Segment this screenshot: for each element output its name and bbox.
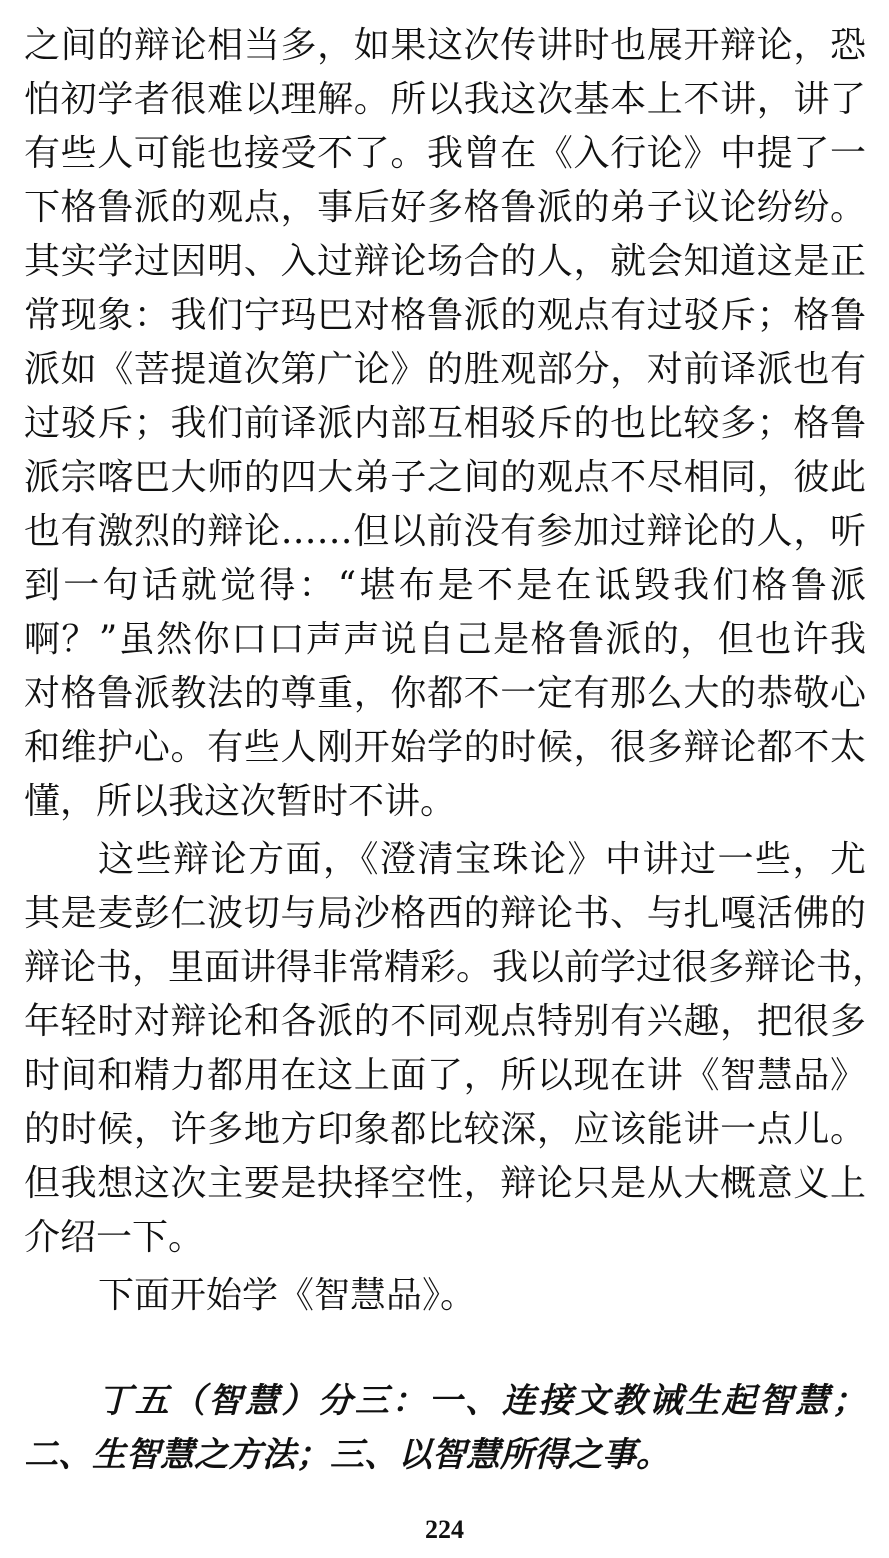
paragraph-1-line-3: 有些人可能也接受不了。我曾在《入行论》中提了一 — [24, 133, 866, 174]
paragraph-2-line-4: 年轻时对辩论和各派的不同观点特别有兴趣，把很多 — [24, 1001, 866, 1042]
page-number: 224 — [425, 1515, 464, 1544]
paragraph-1-line-14: 和维护心。有些人刚开始学的时候，很多辩论都不太 — [24, 727, 866, 768]
paragraph-2-line-3: 辩论书，里面讲得非常精彩。我以前学过很多辩论书， — [24, 947, 889, 988]
paragraph-1-line-10: 也有激烈的辩论……但以前没有参加过辩论的人，听 — [24, 511, 866, 552]
paragraph-1-line-13: 对格鲁派教法的尊重，你都不一定有那么大的恭敬心 — [24, 673, 866, 714]
paragraph-1-line-5: 其实学过因明、入过辩论场合的人，就会知道这是正 — [24, 241, 866, 282]
paragraph-1-line-6: 常现象：我们宁玛巴对格鲁派的观点有过驳斥；格鲁 — [24, 295, 866, 336]
paragraph-2-line-1: 这些辩论方面，《澄清宝珠论》中讲过一些，尤 — [98, 839, 866, 880]
paragraph-2-line-5: 时间和精力都用在这上面了，所以现在讲《智慧品》 — [24, 1055, 866, 1096]
paragraph-2-line-6: 的时候，许多地方印象都比较深，应该能讲一点儿。 — [24, 1109, 866, 1150]
paragraph-1-line-2: 怕初学者很难以理解。所以我这次基本上不讲，讲了 — [24, 79, 866, 120]
paragraph-1-line-15: 懂，所以我这次暂时不讲。 — [24, 781, 457, 822]
paragraph-3-line-1: 下面开始学《智慧品》。 — [98, 1275, 477, 1316]
paragraph-2-line-2: 其是麦彭仁波切与局沙格西的辩论书、与扎嘎活佛的 — [24, 893, 866, 934]
document-page — [24, 0, 889, 1558]
paragraph-2-line-7: 但我想这次主要是抉择空性，辩论只是从大概意义上 — [24, 1163, 866, 1204]
section-heading-line-1: 丁五（智慧）分三：一、连接文教诫生起智慧； — [98, 1381, 866, 1421]
paragraph-1-line-7: 派如《菩提道次第广论》的胜观部分，对前译派也有 — [24, 349, 866, 390]
paragraph-1-line-11: 到一句话就觉得：“堪布是不是在诋毁我们格鲁派 — [24, 565, 866, 606]
paragraph-1-line-8: 过驳斥；我们前译派内部互相驳斥的也比较多；格鲁 — [24, 403, 866, 444]
paragraph-1-line-9: 派宗喀巴大师的四大弟子之间的观点不尽相同，彼此 — [24, 457, 866, 498]
section-heading-line-2: 二、生智慧之方法；三、以智慧所得之事。 — [24, 1435, 670, 1475]
paragraph-1-line-1: 之间的辩论相当多，如果这次传讲时也展开辩论，恐 — [24, 25, 866, 66]
paragraph-1-line-4: 下格鲁派的观点，事后好多格鲁派的弟子议论纷纷。 — [24, 187, 866, 228]
paragraph-1-line-12: 啊？”虽然你口口声声说自己是格鲁派的，但也许我 — [24, 619, 866, 660]
paragraph-2-line-8: 介绍一下。 — [24, 1217, 205, 1258]
